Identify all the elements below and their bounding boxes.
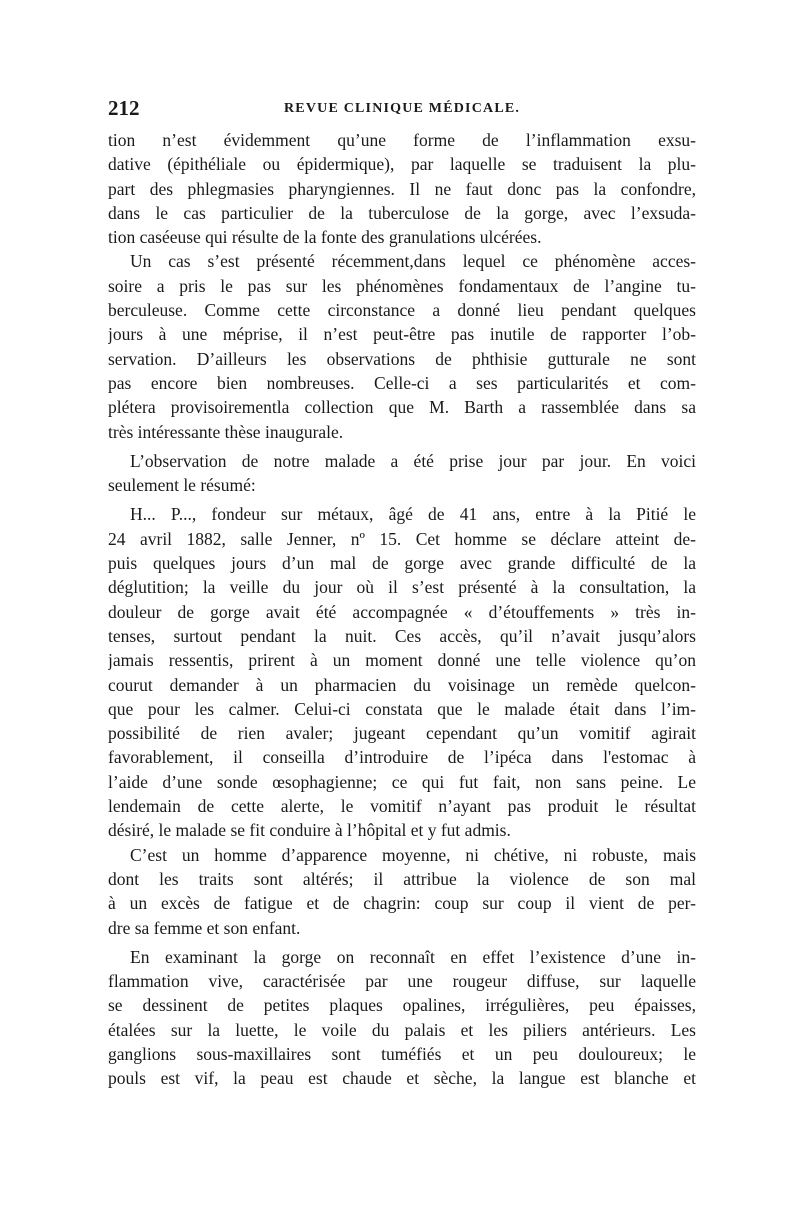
paragraph xyxy=(108,128,696,249)
text-line: berculeuse. Comme cette circonstance a donné lieu pendant quelques xyxy=(108,300,696,321)
text-line: que pour les calmer. Celui-ci constata que le malade était dans l’im- xyxy=(108,698,696,719)
text-line: tenses, surtout pendant la nuit. Ces accès, qu’il n’avait jusqu’alors xyxy=(108,625,696,646)
text-line: se dessinent de petites plaques opalines, irrégulières, peu épaisses, xyxy=(108,995,696,1016)
text-line: soire a pris le pas sur les phénomènes fondamentaux de l’angine tu- xyxy=(108,275,696,296)
text-line: douleur de gorge avait été accompagnée « d’étouffements » très in- xyxy=(108,601,696,622)
text-line: déglutition; la veille du jour où il s’est présenté à la consultation, la xyxy=(108,577,696,598)
text-line: ganglions sous-maxillaires sont tuméfiés et un peu douloureux; le xyxy=(108,1043,696,1064)
text-line: courut demander à un pharmacien du voisinage un remède quelcon- xyxy=(108,674,696,695)
text-line: Un cas s’est présenté récemment,dans lequel ce phénomène acces- xyxy=(130,251,696,272)
text-line: possibilité de rien avaler; jugeant cependant qu’un vomitif agirait xyxy=(108,723,696,744)
text-line: C’est un homme d’apparence moyenne, ni chétive, ni robuste, mais xyxy=(130,844,696,865)
text-line: dative (épithéliale ou épidermique), par laquelle se traduisent la plu- xyxy=(108,154,696,175)
page-header xyxy=(108,96,696,120)
body-text xyxy=(108,128,696,1091)
text-line: flammation vive, caractérisée par une rougeur diffuse, sur laquelle xyxy=(108,971,696,992)
text-line: H... P..., fondeur sur métaux, âgé de 41 ans, entre à la Pitié le xyxy=(130,504,696,525)
text-line: l’aide d’une sonde œsophagienne; ce qui fut fait, non sans peine. Le xyxy=(108,771,696,792)
text-line: désiré, le malade se fit conduire à l’hôpital et y fut admis. xyxy=(108,820,511,841)
text-line: L’observation de notre malade a été prise jour par jour. En voici xyxy=(130,450,696,471)
text-line: puis quelques jours d’un mal de gorge avec grande difficulté de la xyxy=(108,553,696,574)
text-line: plétera provisoirementla collection que M. Barth a rassemblée dans sa xyxy=(108,397,696,418)
text-line: part des phlegmasies pharyngiennes. Il ne faut donc pas la confondre, xyxy=(108,178,696,199)
text-line: très intéressante thèse inaugurale. xyxy=(108,421,344,442)
text-line: lendemain de cette alerte, le vomitif n’ayant pas produit le résultat xyxy=(108,796,696,817)
text-line: dans le cas particulier de la tuberculose de la gorge, avec l’exsuda- xyxy=(108,202,696,223)
text-line: servation. D’ailleurs les observations de phthisie gutturale ne sont xyxy=(108,348,696,369)
paragraph xyxy=(108,502,696,842)
page-number: 212 xyxy=(108,96,140,120)
paragraph xyxy=(108,843,696,940)
text-line: seulement le résumé: xyxy=(108,475,256,496)
paragraph xyxy=(108,249,696,443)
paragraph xyxy=(108,945,696,1091)
text-line: pas encore bien nombreuses. Celle-ci a ses particularités et com- xyxy=(108,372,696,393)
text-line: jamais ressentis, prirent à un moment donné une telle violence qu’on xyxy=(108,650,696,671)
paragraph xyxy=(108,449,696,498)
text-line: 24 avril 1882, salle Jenner, nº 15. Cet homme se déclare atteint de- xyxy=(108,528,696,549)
running-title: REVUE CLINIQUE MÉDICALE. xyxy=(284,101,521,116)
text-line: dont les traits sont altérés; il attribue la violence de son mal xyxy=(108,868,696,889)
text-line: jours à une méprise, il n’est peut-être pas inutile de rapporter l’ob- xyxy=(108,324,696,345)
text-line: dre sa femme et son enfant. xyxy=(108,917,301,938)
text-line: étalées sur la luette, le voile du palais et les piliers antérieurs. Les xyxy=(108,1019,696,1040)
text-line: favorablement, il conseilla d’introduire de l’ipéca dans l'estomac à xyxy=(108,747,696,768)
text-line: En examinant la gorge on reconnaît en effet l’existence d’une in- xyxy=(130,946,696,967)
text-line: tion caséeuse qui résulte de la fonte des granulations ulcérées. xyxy=(108,227,542,248)
text-line: pouls est vif, la peau est chaude et sèche, la langue est blanche et xyxy=(108,1068,696,1089)
text-line: à un excès de fatigue et de chagrin: coup sur coup il vient de per- xyxy=(108,893,696,914)
text-line: tion n’est évidemment qu’une forme de l’inflammation exsu- xyxy=(108,130,696,150)
